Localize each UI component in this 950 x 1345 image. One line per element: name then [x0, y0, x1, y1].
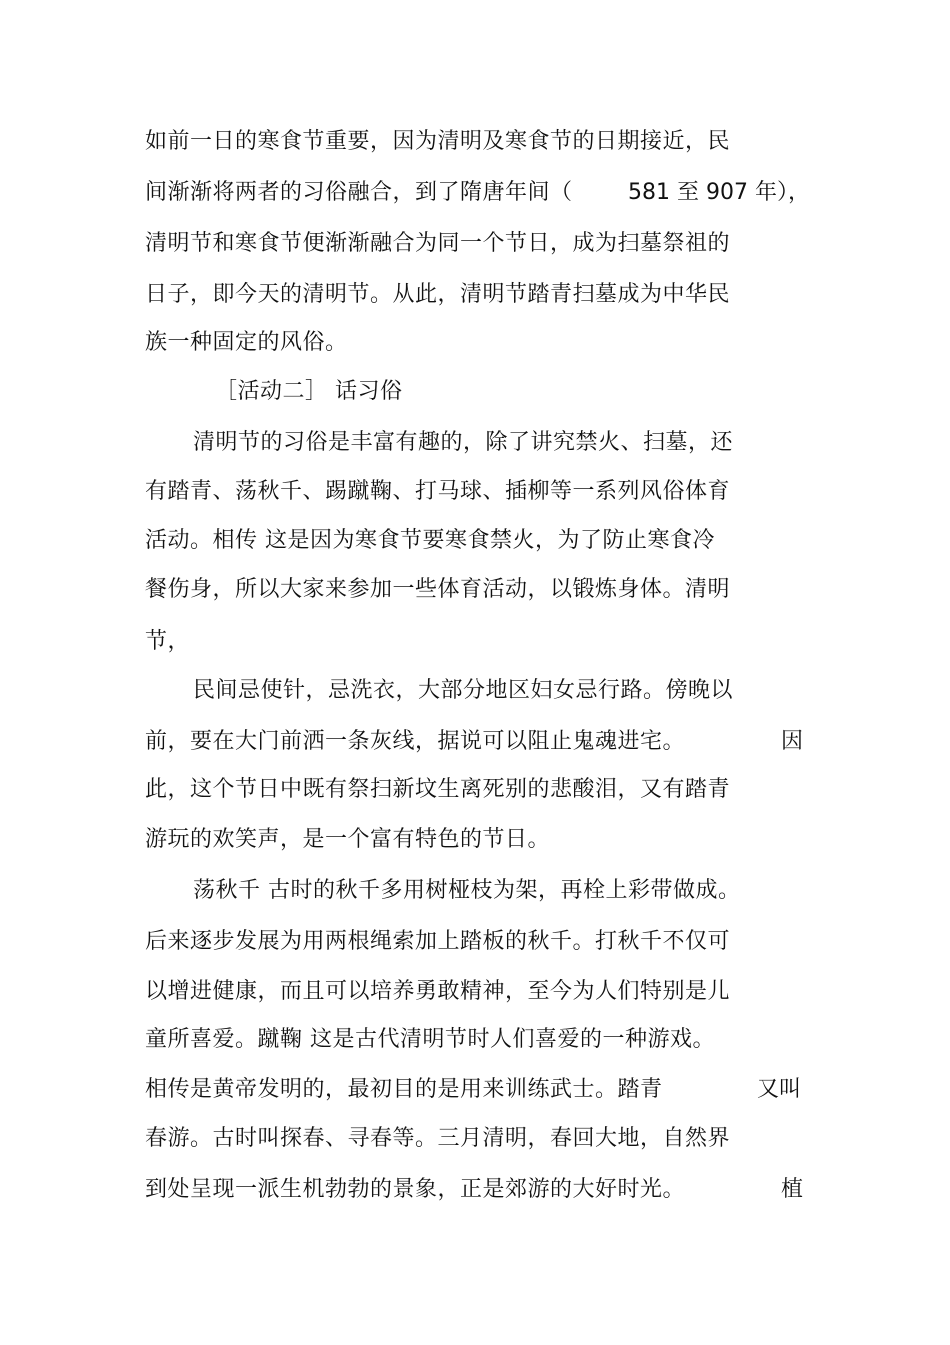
text-line-tail: 植: [781, 1177, 804, 1202]
text-line: 族一种固定的风俗。: [145, 330, 348, 355]
text-line: 民间忌使针，忌洗衣，大部分地区妇女忌行路。傍晚以: [193, 678, 734, 703]
section-heading: ［活动二］ 话习俗: [215, 379, 403, 404]
text-line: 到处呈现一派生机勃勃的景象，正是郊游的大好时光。: [145, 1177, 686, 1202]
text-line-tail: 因: [781, 729, 804, 754]
text-line: 童所喜爱。蹴鞠 这是古代清明节时人们喜爱的一种游戏。: [145, 1027, 715, 1052]
text-line: 清明节的习俗是丰富有趣的，除了讲究禁火、扫墓，还: [193, 430, 734, 455]
text-line: 后来逐步发展为用两根绳索加上踏板的秋千。打秋千不仅可: [145, 929, 731, 954]
text-line: 相传是黄帝发明的，最初目的是用来训练武士。踏青: [145, 1077, 663, 1102]
text-line: 活动。相传 这是因为寒食节要寒食禁火，为了防止寒食冷: [145, 528, 715, 553]
text-line: 春游。古时叫探春、寻春等。三月清明，春回大地，自然界: [145, 1126, 731, 1151]
text-line: 节，: [145, 629, 191, 654]
text-line: 荡秋千 古时的秋千多用树桠枝为架，再栓上彩带做成。: [193, 878, 741, 903]
text-line: 此，这个节日中既有祭扫新坟生离死别的悲酸泪，又有踏青: [145, 777, 731, 802]
text-line-tail: 又叫: [757, 1077, 802, 1102]
text-line: 以增进健康，而且可以培养勇敢精神，至今为人们特别是儿: [145, 979, 731, 1004]
text-line: 日子，即今天的清明节。从此，清明节踏青扫墓成为中华民: [145, 282, 731, 307]
text-line: 有踏青、荡秋千、踢蹴鞠、打马球、插柳等一系列风俗体育: [145, 479, 731, 504]
text-line: 如前一日的寒食节重要，因为清明及寒食节的日期接近，民: [145, 129, 731, 154]
text-line: 游玩的欢笑声，是一个富有特色的节日。: [145, 827, 551, 852]
text-line: 前，要在大门前洒一条灰线，据说可以阻止鬼魂进宅。: [145, 729, 686, 754]
text-line: 间渐渐将两者的习俗融合，到了隋唐年间（: [145, 180, 573, 205]
text-line: 餐伤身，所以大家来参加一些体育活动，以锻炼身体。清明: [145, 577, 731, 602]
text-line-tail: 581 至 907 年），: [628, 180, 810, 205]
text-line: 清明节和寒食节便渐渐融合为同一个节日，成为扫墓祭祖的: [145, 231, 731, 256]
